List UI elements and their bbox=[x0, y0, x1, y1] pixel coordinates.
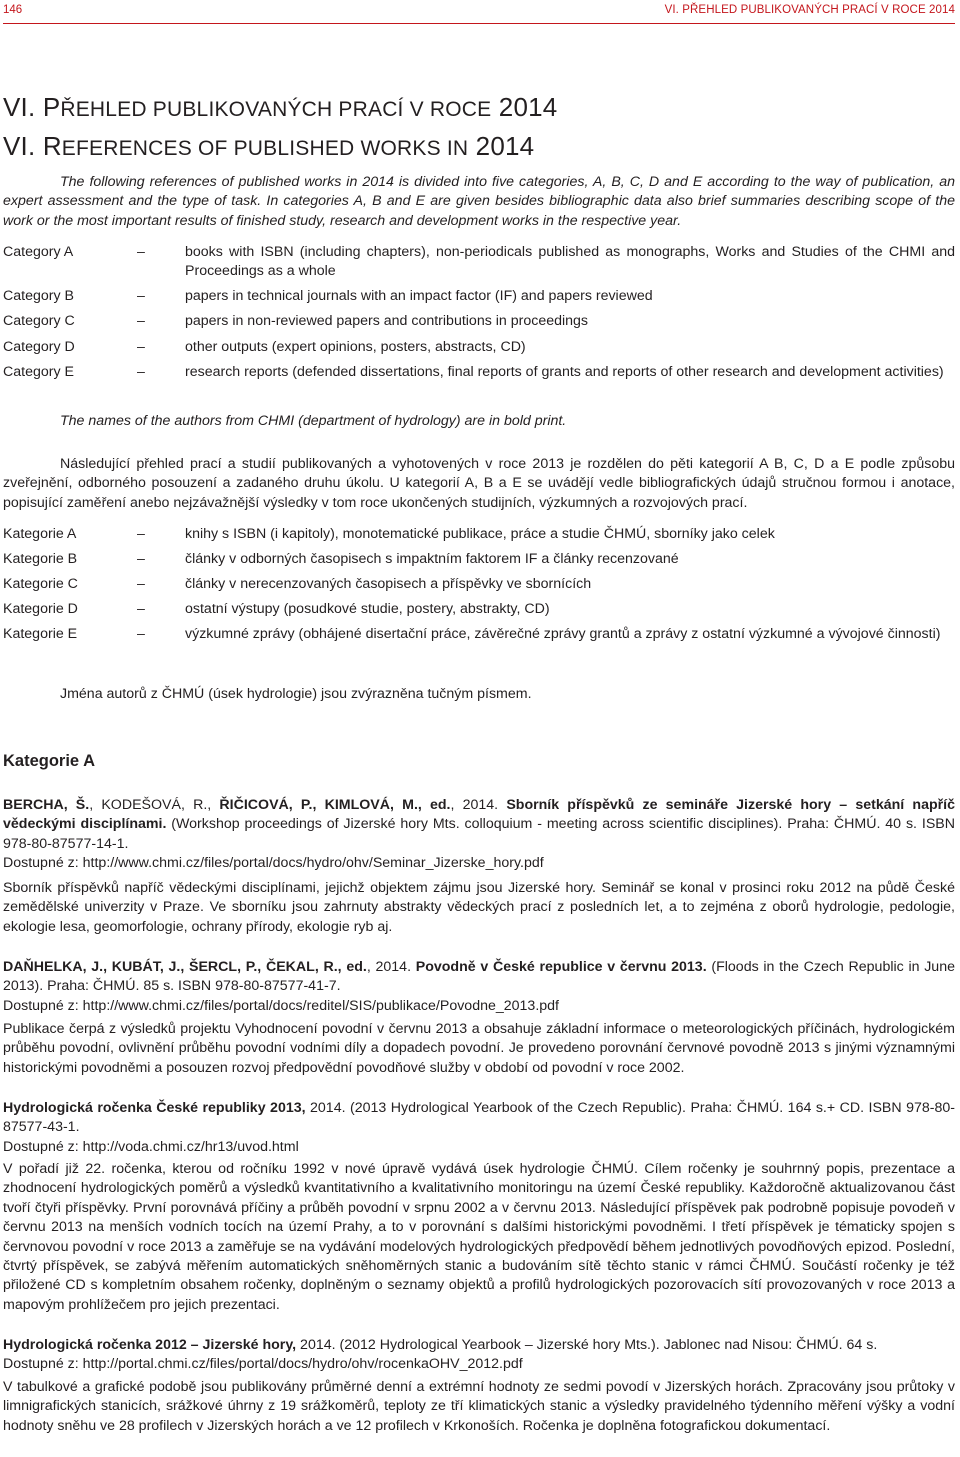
category-description: papers in technical journals with an impact factor (IF) and papers reviewed bbox=[185, 288, 653, 304]
category-dash: – bbox=[137, 601, 145, 617]
reference-url: Dostupné z: http://portal.chmi.cz/files/portal/docs/hydro/ohv/rocenkaOHV_2012.pdf bbox=[3, 1356, 523, 1373]
czech-intro: Následující přehled prací a studií publikovaných a vyhotovených v roce 2013 je rozdělen do pěti kategorií A B, C, D a E podle způsobu zveřejnění, odborného posouzení a zadaného druhu úkolu. U kategorií A, B a E se uvádějí vedle bibliografických údajů stručnou formou i anotace, popisující zaměření anebo nejzávažnější výsledky v tom roce ukončených studijních, výzkumných a rozvojových prací. bbox=[3, 456, 955, 511]
running-title: VI. PŘEHLED PUBLIKOVANÝCH PRACÍ V ROCE 2014 bbox=[664, 4, 955, 16]
reference-annotation: V pořadí již 22. ročenka, kterou od ročníku 1992 v nové úpravě vydává úsek hydrologie ČHMÚ. Cílem ročenky je souhrnný popis, prezentace a zhodnocení hydrologických poměrů a výsledků kvantitativního a kvalitativního monitoringu na území České republiky. Každoročně aktualizovanou část tvoří čtyři příspěvky. První porovnává příčiny a průběh povodní v srpnu 2002 a v červnu 2013. Následující příspěvek pak podrobně popisuje povodeň v červnu 2013 na menších vodních tocích na území Prahy, a to v porovnání s dalšími historickými povodněmi. I třetí příspěvek je tématicky spojen s červnovou povodní v roce 2013 a zaměřuje se na vydávání modelových hydrologických předpovědí během jednotlivých povodňových epizod. Poslední, čtvrtý příspěvek, se zabývá měřením automatických sněhoměrných stanic a budováním sítě těchto stanic v rámci ČHMÚ. Součástí ročenky je též přiložené CD s kompletním obsahem ročenky, doplněným o seznamy objektů a profilů hydrologických pozorovacích sítí provozovaných v roce 2013 a mapovým prohlížečem pro jejich prezentaci. bbox=[3, 1161, 955, 1313]
category-name: Kategorie C bbox=[3, 576, 78, 592]
category-dash: – bbox=[137, 626, 145, 642]
reference-title: Povodně v České republice v červnu 2013. bbox=[415, 959, 707, 975]
page-title-en: VI. REFERENCES OF PUBLISHED WORKS IN 2014 bbox=[3, 131, 535, 161]
page-number: 146 bbox=[3, 4, 23, 16]
category-description: články v odborných časopisech s impaktním faktorem IF a články recenzované bbox=[185, 551, 679, 567]
category-description: other outputs (expert opinions, posters, abstracts, CD) bbox=[185, 339, 526, 355]
reference-details: (Floods in the Czech Republic in June 2013). Praha: ČHMÚ. 85 s. ISBN 978-80-87577-41-7. bbox=[3, 959, 955, 995]
reference-entry bbox=[3, 796, 955, 874]
author-bold: BERCHA, Š. bbox=[3, 797, 90, 813]
category-name: Category C bbox=[3, 313, 75, 329]
category-dash: – bbox=[137, 288, 145, 304]
reference-annotation: Sborník příspěvků napříč vědeckými disciplínami, jejichž objektem zájmu jsou Jizerské hory. Seminář se konal v prosinci roku 2012 na půdě České zemědělské univerzity v Praze. Ve sborníku jsou zahrnuty abstrakty vědeckých prací z posledních let, a to zejména z oborů hydrologie, pedologie, ekologie lesa, geomorfologie, ochrany přírody, ekologie ryb aj. bbox=[3, 880, 955, 935]
category-description: články v nerecenzovaných časopisech a příspěvky ve sbornících bbox=[185, 576, 592, 592]
category-dash: – bbox=[137, 526, 145, 542]
reference-title: Hydrologická ročenka 2012 – Jizerské hory, bbox=[3, 1337, 297, 1353]
running-header bbox=[3, 4, 955, 20]
english-authors-note: The names of the authors from CHMI (department of hydrology) are in bold print. bbox=[60, 413, 567, 429]
header-rule bbox=[3, 23, 955, 24]
category-name: Kategorie A bbox=[3, 526, 77, 542]
page-title-cz: VI. PŘEHLED PUBLIKOVANÝCH PRACÍ V ROCE 2014 bbox=[3, 92, 558, 122]
category-dash: – bbox=[137, 313, 145, 329]
czech-authors-note: Jména autorů z ČHMÚ (úsek hydrologie) jsou zvýrazněna tučným písmem. bbox=[60, 686, 532, 702]
author-plain: , KODEŠOVÁ, R., bbox=[89, 797, 220, 813]
category-description: books with ISBN (including chapters), non-periodicals published as monographs, Works and Studies of the CHMI and Proceedings as a whole bbox=[185, 244, 955, 280]
category-dash: – bbox=[137, 339, 145, 355]
category-description: knihy s ISBN (i kapitoly), monotematické publikace, práce a studie ČHMÚ, sborníky jako celek bbox=[185, 526, 775, 542]
reference-annotation: V tabulkové a grafické podobě jsou publikovány průměrné denní a extrémní hodnoty ze sedmi povodí v Jizerských horách. Zpracovány jsou průtoky v limnigrafických stanicích, srážkové úhrny z 19 srážkoměrů, teploty ze tří klimatických stanic a výsledky pravidelného týdenního měření výšky a vodní hodnoty sněhu ve 28 profilech v Jizerských horách a ve 12 profilech v Krkonoších. Ročenka je doplněna fotografickou dokumentací. bbox=[3, 1379, 955, 1434]
reference-url: Dostupné z: http://voda.chmi.cz/hr13/uvod.html bbox=[3, 1138, 299, 1155]
author-bold: DAŇHELKA, J., KUBÁT, J., ŠERCL, P., ČEKAL, R., ed. bbox=[3, 959, 367, 975]
category-dash: – bbox=[137, 244, 145, 260]
category-dash: – bbox=[137, 364, 145, 380]
reference-entry bbox=[3, 1336, 955, 1375]
category-name: Category D bbox=[3, 339, 75, 355]
reference-year: , 2014. bbox=[450, 797, 507, 813]
reference-entry bbox=[3, 1099, 955, 1157]
reference-details: (Workshop proceedings of Jizerské hory Mts. colloquium - meeting across scientific disciplines). Praha: ČHMÚ. 40 s. ISBN 978-80-87577-14-1. bbox=[3, 816, 955, 852]
category-description: ostatní výstupy (posudkové studie, postery, abstrakty, CD) bbox=[185, 601, 550, 617]
category-description: výzkumné zprávy (obhájené disertační práce, závěrečné zprávy grantů a zprávy z ostatní výzkumné a vývojové činnosti) bbox=[185, 626, 941, 642]
section-heading: Kategorie A bbox=[3, 752, 95, 770]
reference-url: Dostupné z: http://www.chmi.cz/files/portal/docs/reditel/SIS/publikace/Povodne_2013.pdf bbox=[3, 997, 559, 1014]
reference-url: Dostupné z: http://www.chmi.cz/files/portal/docs/hydro/ohv/Seminar_Jizerske_hory.pdf bbox=[3, 855, 544, 872]
category-dash: – bbox=[137, 551, 145, 567]
author-bold: ŘIČICOVÁ, P., KIMLOVÁ, M., ed. bbox=[219, 797, 451, 813]
reference-title: Sborník příspěvků ze semináře Jizerské hory – setkání napříč vědeckými disciplínami. bbox=[3, 797, 955, 833]
reference-details: 2014. (2012 Hydrological Yearbook – Jizerské hory Mts.). Jablonec nad Nisou: ČHMÚ. 64 s. bbox=[296, 1337, 878, 1353]
category-dash: – bbox=[137, 576, 145, 592]
reference-year: , 2014. bbox=[366, 959, 416, 975]
category-description: papers in non-reviewed papers and contributions in proceedings bbox=[185, 313, 589, 329]
category-name: Category A bbox=[3, 244, 74, 260]
reference-title: Hydrologická ročenka České republiky 2013, bbox=[3, 1100, 306, 1116]
category-name: Kategorie D bbox=[3, 601, 78, 617]
english-intro: The following references of published works in 2014 is divided into five categories, A, B, C, D and E according to the way of publication, an expert assessment and the type of task. In categories A, B and E are given besides bibliographic data also brief summaries describing scope of the work or the most important results of finished study, research and development works in the respective year. bbox=[3, 174, 955, 229]
reference-annotation: Publikace čerpá z výsledků projektu Vyhodnocení povodní v červnu 2013 a obsahuje základní informace o meteorologických příčinách, hydrologickém průběhu povodní, ovlivnění průběhu povodní vodními díly a dopadech povodní. Je provedeno porovnání červnové povodně 2013 s jinými významnými historickými povodněmi a posouzen rozvoj předpovědní povodňové služby v období od povodní v roce 2002. bbox=[3, 1021, 955, 1076]
reference-details: 2014. (2013 Hydrological Yearbook of the Czech Republic). Praha: ČHMÚ. 164 s.+ CD. ISBN 978-80-87577-43-1. bbox=[3, 1100, 955, 1136]
reference-entry bbox=[3, 958, 955, 1016]
category-name: Category B bbox=[3, 288, 74, 304]
category-name: Category E bbox=[3, 364, 74, 380]
category-description: research reports (defended dissertations, final reports of grants and reports of other research and development activities) bbox=[185, 364, 944, 380]
category-name: Kategorie E bbox=[3, 626, 78, 642]
category-name: Kategorie B bbox=[3, 551, 78, 567]
